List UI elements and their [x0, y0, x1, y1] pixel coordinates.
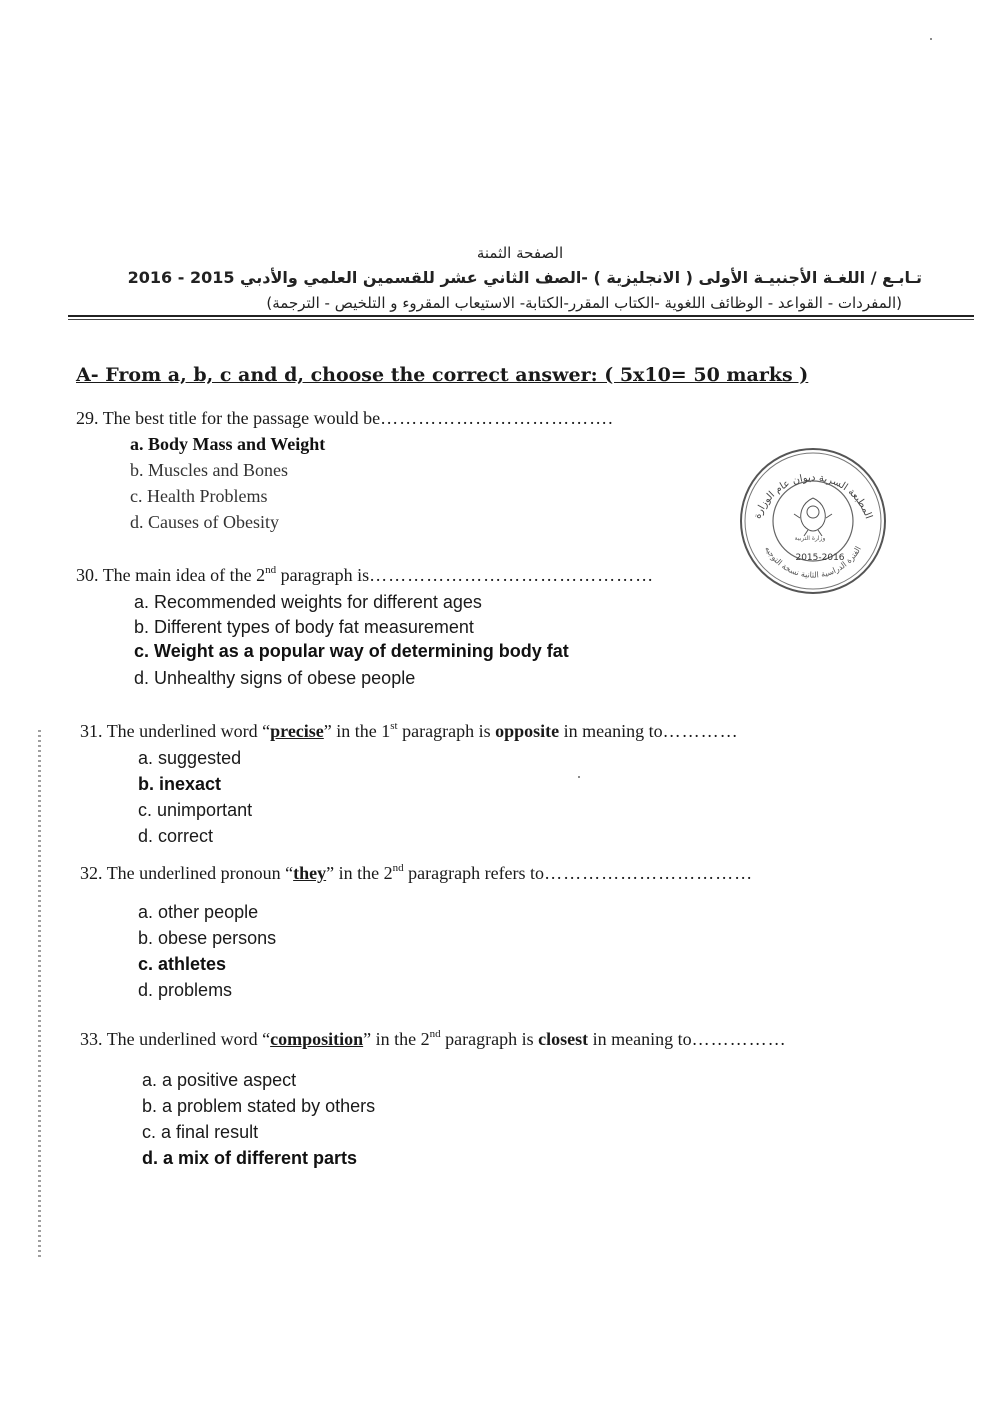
emblem-icon	[794, 498, 832, 536]
option-32c: c. athletes	[138, 954, 227, 974]
option-31b: b. inexact	[138, 774, 222, 794]
keyword-precise: precise	[270, 721, 324, 741]
answer-blank: ……………………………	[544, 863, 754, 883]
scan-speck	[930, 38, 932, 40]
option-33b: b. a problem stated by others	[142, 1096, 376, 1116]
option-29b: b. Muscles and Bones	[130, 460, 288, 480]
question-number: 29.	[76, 408, 99, 428]
question-33: 33. The underlined word “composition” in the 2nd paragraph is closest in meaning to……………	[80, 1028, 787, 1049]
option-29a: a. Body Mass and Weight	[130, 434, 326, 454]
option-33c: c. a final result	[142, 1122, 259, 1142]
answer-blank: ………………………………………	[369, 565, 655, 585]
option-32d: d. problems	[138, 980, 233, 1000]
question-number: 31.	[80, 721, 103, 741]
option-31a: a. suggested	[138, 748, 242, 768]
option-30b: b. Different types of body fat measurement	[134, 617, 474, 637]
scan-speck	[578, 776, 580, 778]
header-topics-line: (المفردات - القواعد - الوظائف اللغوية -الكتاب المقرر-الكتابة- الاستيعاب المقروء و التلخيص - الترجمة)	[266, 294, 902, 312]
stamp-year: 2015-2016	[795, 553, 845, 563]
question-number: 32.	[80, 863, 103, 883]
question-text: The best title for the passage would be	[102, 408, 381, 428]
option-33a: a. a positive aspect	[142, 1070, 297, 1090]
option-32b: b. obese persons	[138, 928, 277, 948]
option-30a: a. Recommended weights for different ages	[134, 592, 482, 612]
scan-margin-artifact	[38, 730, 41, 1260]
answer-blank: ……………	[691, 1029, 787, 1049]
section-title: A- From a, b, c and d, choose the correct answer: ( 5x10= 50 marks )	[76, 364, 809, 386]
option-33d: d. a mix of different parts	[142, 1148, 358, 1168]
keyword-composition: composition	[270, 1029, 364, 1049]
keyword-they: they	[293, 863, 327, 883]
stamp-outer-text: المطبعة السرية ديوان عام الوزارة	[752, 472, 874, 521]
option-29d: d. Causes of Obesity	[130, 512, 279, 532]
ministry-stamp	[738, 446, 888, 596]
page-number-label: الصفحة الثمنة	[476, 244, 564, 262]
header-subject-line: تـابـع / اللغـة الأجنبيـة الأولى ( الانجليزية ) -الصف الثاني عشر للقسمين العلمي والأدبي 2015 - 2016	[127, 268, 922, 287]
option-32a: a. other people	[138, 902, 259, 922]
question-number: 30.	[76, 565, 99, 585]
option-30d: d. Unhealthy signs of obese people	[134, 668, 416, 688]
question-32: 32. The underlined pronoun “they” in the 2nd paragraph refers to……………………………	[80, 862, 754, 883]
option-31d: d. correct	[138, 826, 214, 846]
option-31c: c. unimportant	[138, 800, 253, 820]
question-30: 30. The main idea of the 2nd paragraph is………………………………………	[76, 564, 655, 585]
answer-blank: …………	[662, 721, 739, 741]
stamp-center-ring	[773, 481, 853, 561]
question-number: 33.	[80, 1029, 103, 1049]
stamp-lower-text: الفترة الدراسية الثانية نسخة التوجيه	[763, 544, 863, 580]
emblem-caption: وزارة التربية	[794, 535, 826, 542]
header-divider	[68, 315, 974, 317]
question-29	[76, 408, 614, 429]
header-divider-thin	[68, 319, 974, 320]
question-31: 31. The underlined word “precise” in the 1st paragraph is opposite in meaning to…………	[80, 720, 739, 741]
option-30c: c. Weight as a popular way of determining body fat	[134, 641, 569, 661]
answer-blank: ……………………………….	[380, 408, 614, 428]
option-29c: c. Health Problems	[130, 486, 268, 506]
